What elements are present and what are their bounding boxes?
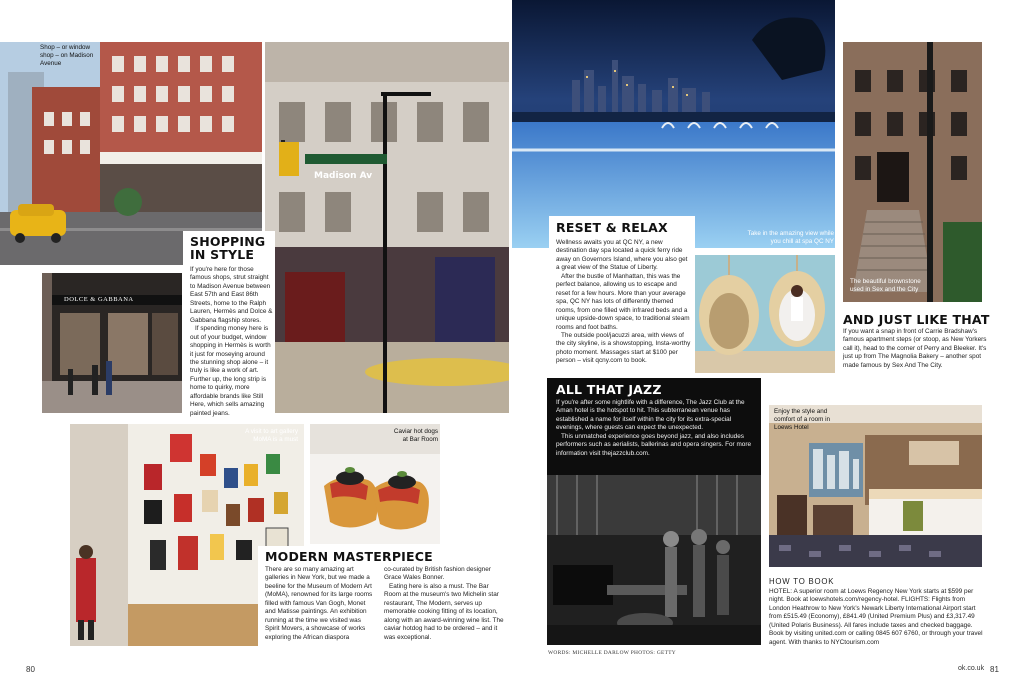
modern-masterpiece-heading: MODERN MASTERPIECE bbox=[265, 549, 433, 564]
modern-masterpiece-col2 bbox=[384, 566, 506, 642]
dolce-gabbana-store-sign: DOLCE & GABBANA bbox=[64, 296, 134, 303]
shopping-in-style-heading: SHOPPING IN STYLE bbox=[190, 234, 266, 262]
how-to-book-heading: HOW TO BOOK bbox=[769, 577, 835, 586]
all-that-jazz-heading: ALL THAT JAZZ bbox=[556, 382, 662, 397]
jazz-paragraph: If you're after some nightlife with a difference, The Jazz Club at the Aman hotel is the hotspot to hit. This subterranean venue has established a name for itself within the city for its extra-special evenings, where guests can expect the unexpected. bbox=[556, 399, 745, 432]
relax-paragraph: The outside pool/jacuzzi area, with views of the city skyline, is a showstopping, Insta-worthy photo moment. Massages start at $100 per person – visit qcny.com to book. bbox=[556, 331, 691, 365]
modern-paragraph: Eating here is also a must. The Bar Room at the museum's two Michelin star restaurant, The Modern, serves up memorable cooking fitting of its location, along with an award-winning wine list. The caviar hotdog had to be ordered – and it was exceptional. bbox=[384, 582, 504, 641]
moma-caption: A visit to art gallery MoMA is a must bbox=[245, 428, 298, 443]
brownstone-photo bbox=[843, 42, 982, 302]
shopping-in-style-body bbox=[190, 266, 274, 418]
hanging-chairs-photo bbox=[693, 255, 835, 373]
modern-paragraph: co-curated by British fashion designer Grace Wales Bonner. bbox=[384, 566, 491, 582]
madison-caption: Shop – or window shop – on Madison Avenue bbox=[40, 44, 94, 67]
spa-pool-skyline-photo bbox=[512, 0, 835, 248]
madison-av-street-sign: Madison Av bbox=[314, 171, 373, 181]
spa-caption: Take in the amazing view while you chill at spa QC NY bbox=[747, 230, 834, 245]
reset-relax-body bbox=[556, 239, 692, 366]
credits-line: WORDS: MICHELLE DARLOW PHOTOS: GETTY bbox=[548, 650, 676, 656]
site-url: ok.co.uk bbox=[958, 665, 985, 672]
dolce-gabbana-store-photo bbox=[42, 273, 182, 413]
jazz-band-photo bbox=[547, 475, 761, 645]
modern-paragraph: There are so many amazing art galleries in New York, but we made a beeline for the Museum of Modern Art (MoMA), renowned for its large rooms filled with famous Van Gogh, Monet and Matisse paintings. An exhibition running at the time we visited was Spirit Movers, a showcase of works exploring the African diaspora bbox=[265, 566, 373, 641]
right-page-number: 81 bbox=[990, 665, 999, 674]
relax-paragraph: After the bustle of Manhattan, this was the perfect balance, allowing us to escape and reset for a few hours. More than your average spa, QC NY has lots of differently themed rooms, from one filled with infrared beds and a unique upside-down space, to traditional steam rooms and foot baths. bbox=[556, 272, 690, 331]
shopping-paragraph: If you're here for those famous shops, strut straight to Madison Avenue between East 57th and East 86th Streets, home to the Ralph Lauren, Hermès and Dolce & Gabbana flagship stores. bbox=[190, 266, 273, 324]
how-to-book-body: HOTEL: A superior room at Loews Regency New York starts at $599 per night. Book at loewshotels.com/regency-hotel. FLIGHTS: Flights from London Heathrow to New York's Newark Liberty International Airport start from £515.49 (Economy), £841.49 (United Premium Plus) and £3,317.49 (United Polaris Business). All fares include taxes and checked baggage. Book by visiting united.com or calling 0845 607 6760, or through your travel agent. With thanks to NYCtourism.com bbox=[769, 588, 983, 646]
all-that-jazz-body bbox=[556, 399, 756, 458]
reset-relax-heading: RESET & RELAX bbox=[556, 220, 668, 235]
caviar-caption: Caviar hot dogs at Bar Room bbox=[393, 428, 438, 443]
modern-masterpiece-col1 bbox=[265, 566, 377, 642]
brownstone-caption: The beautiful brownstone used in Sex and the City bbox=[850, 278, 921, 293]
relax-paragraph: Wellness awaits you at QC NY, a new destination day spa located a quick ferry ride away on Governors Island, where you also get a great view of the Statue of Liberty. bbox=[556, 239, 688, 272]
left-page-number: 80 bbox=[26, 665, 35, 674]
and-just-like-that-heading: AND JUST LIKE THAT bbox=[843, 312, 990, 327]
and-just-like-that-body: If you want a snap in front of Carrie Bradshaw's famous apartment steps (or stoop, as New Yorkers call it), head to the corner of Perry and Bleeker. It's just up from The Magnolia Bakery – another spot made famous by Sex And The City. bbox=[843, 328, 987, 369]
madison-av-sign-photo bbox=[265, 42, 509, 413]
jazz-paragraph: This unmatched experience goes beyond jazz, and also includes performers such as aerialists, ballerinas and opera singers. For more information visit thejazzclub.com. bbox=[556, 432, 751, 457]
loews-caption: Enjoy the style and comfort of a room in Loews Hotel bbox=[774, 408, 830, 431]
shopping-paragraph: If spending money here is out of your budget, window shopping in Hermès is worth it just for moseying around the stunning shop alone – it truly is like a work of art. Further up, the long strip is home to quirky, more affordable brands like Still Here, which sells amazing painted jeans. bbox=[190, 325, 271, 417]
